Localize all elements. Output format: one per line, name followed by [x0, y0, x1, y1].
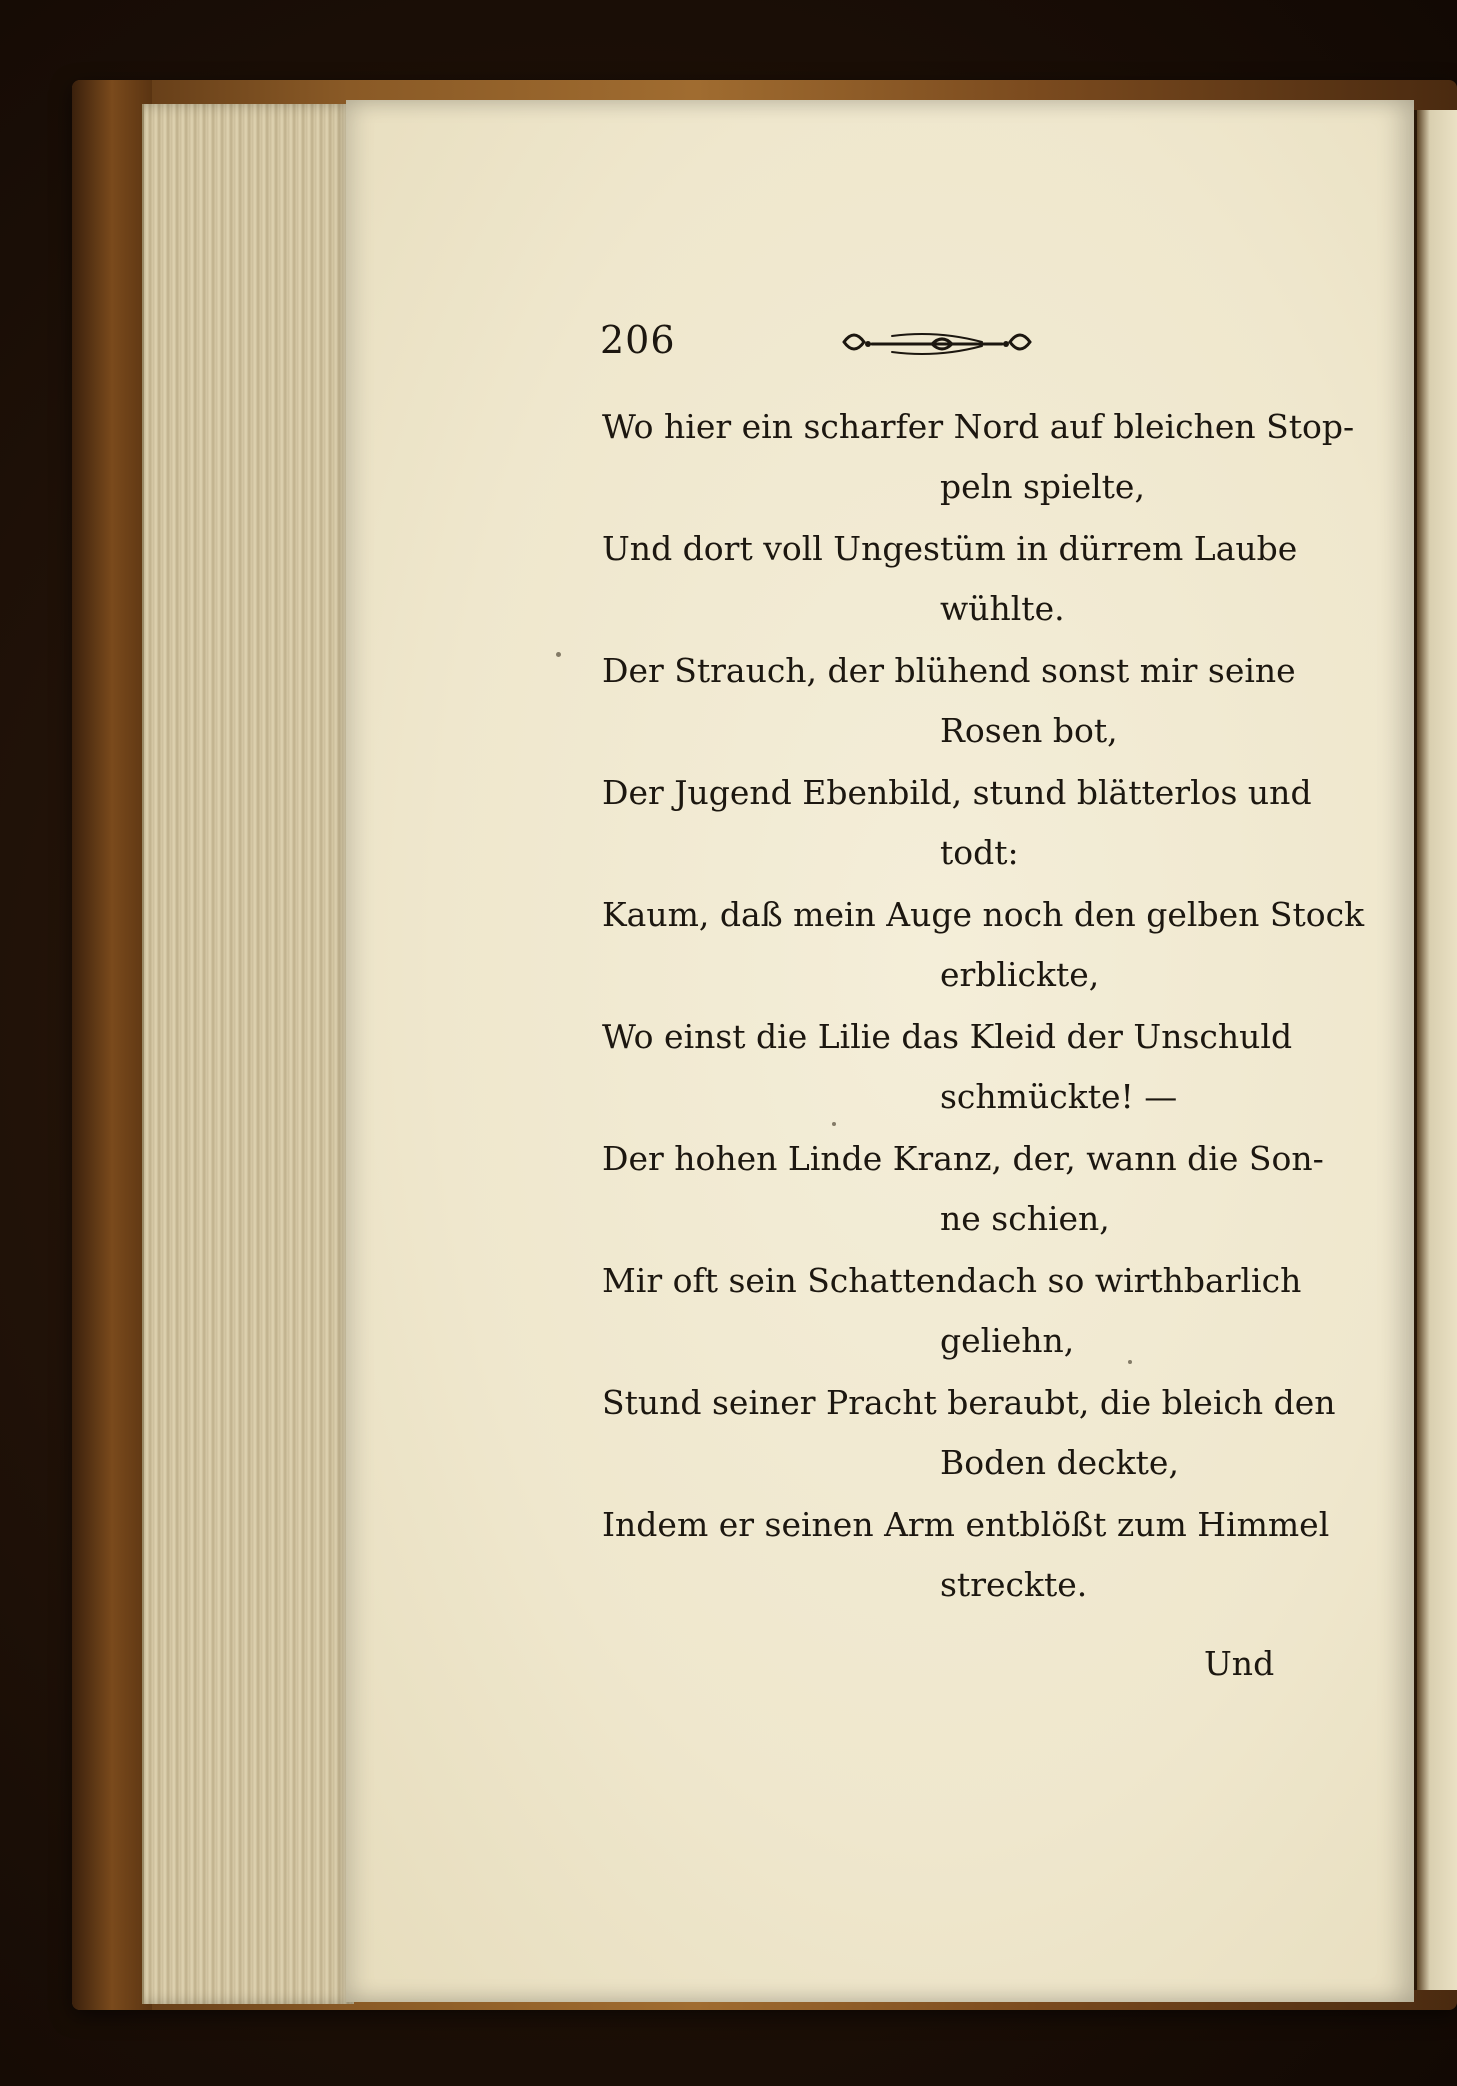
- verse-line: Kaum, daß mein Auge noch den gelben Stock: [602, 895, 1365, 934]
- verse-line: Der hohen Linde Kranz, der, wann die Son-: [602, 1139, 1324, 1178]
- verse-line-continuation: wühlte.: [940, 589, 1065, 628]
- page-speck: [832, 1122, 836, 1126]
- verse-line-continuation: Rosen bot,: [940, 711, 1118, 750]
- verse-line-continuation: peln spielte,: [940, 467, 1145, 506]
- page-number: 206: [600, 318, 676, 362]
- verse-line: Wo einst die Lilie das Kleid der Unschuld: [602, 1017, 1293, 1056]
- verse-line-continuation: streckte.: [940, 1565, 1088, 1604]
- verse-line: Der Strauch, der blühend sonst mir seine: [602, 651, 1296, 690]
- verse-line: Indem er seinen Arm entblößt zum Himmel: [602, 1505, 1330, 1544]
- verse-line-continuation: geliehn,: [940, 1321, 1075, 1360]
- page-speck: [1128, 1360, 1132, 1364]
- verse-line-continuation: Boden deckte,: [940, 1443, 1179, 1482]
- verse-line-continuation: erblickte,: [940, 955, 1100, 994]
- verse-line-continuation: ne schien,: [940, 1199, 1110, 1238]
- catchword: Und: [1204, 1644, 1275, 1683]
- page-speck: [556, 652, 561, 657]
- verse-line: Und dort voll Ungestüm in dürrem Laube: [602, 529, 1298, 568]
- verse-line: Mir oft sein Schattendach so wirthbarlich: [602, 1261, 1302, 1300]
- verse-line: Stund seiner Pracht beraubt, die bleich den: [602, 1383, 1336, 1422]
- typographic-ornament-icon: [832, 320, 1042, 370]
- verse-line-continuation: todt:: [940, 833, 1019, 872]
- verse-line: Wo hier ein scharfer Nord auf bleichen Stop-: [602, 407, 1355, 446]
- verse-line-continuation: schmückte! —: [940, 1077, 1178, 1116]
- verse-line: Der Jugend Ebenbild, stund blätterlos und: [602, 773, 1312, 812]
